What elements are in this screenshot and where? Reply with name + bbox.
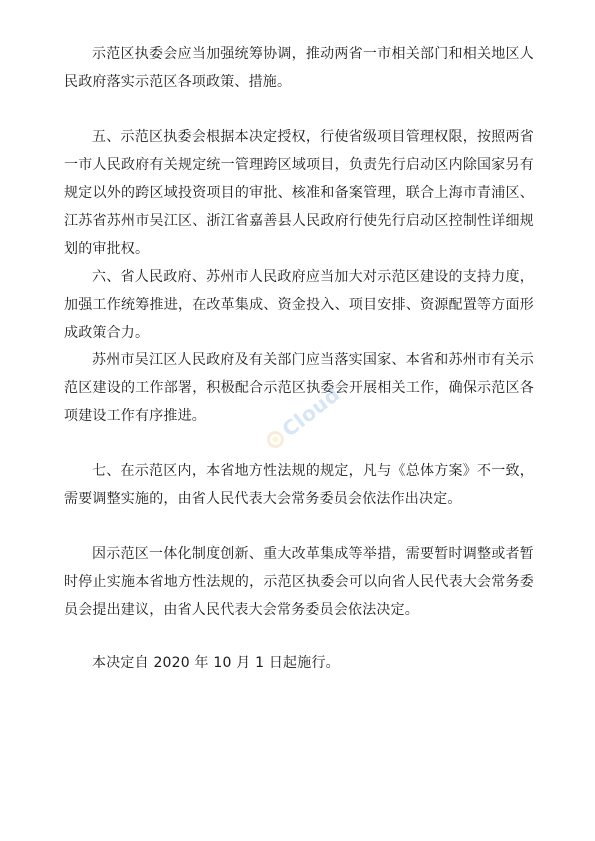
paragraph-item-6: 六、省人民政府、苏州市人民政府应当加大对示范区建设的支持力度，加强工作统筹推进，在改革集成、资金投入、项目安排、资源配置等方面形成政策合力。	[64, 269, 534, 341]
paragraph-wujiang: 苏州市吴江区人民政府及有关部门应当落实国家、本省和苏州市有关示范区建设的工作部署，积极配合示范区执委会开展相关工作，确保示范区各项建设工作有序推进。	[64, 352, 534, 424]
paragraph-adjustment: 因示范区一体化制度创新、重大改革集成等举措，需要暂时调整或者暂时停止实施本省地方性法规的，示范区执委会可以向省人民代表大会常务委员会提出建议，由省人民代表大会常务委员会依法决定。	[64, 546, 534, 618]
paragraph-effective-date: 本决定自 2020 年 10 月 1 日起施行。	[92, 655, 340, 671]
paragraph-item-5: 五、示范区执委会根据本决定授权，行使省级项目管理权限，按照两省一市人民政府有关规定统一管理跨区域项目，负责先行启动区内除国家另有规定以外的跨区域投资项目的审批、核准和备案管理，联合上海市青浦区、江苏省苏州市吴江区、浙江省嘉善县人民政府行使先行启动区控制性详细规划的审批权。	[64, 129, 534, 257]
watermark-text: Cloud	[277, 381, 345, 442]
paragraph-item-7: 七、在示范区内，本省地方性法规的规定，凡与《总体方案》不一致，需要调整实施的，由省人民代表大会常务委员会依法作出决定。	[64, 463, 534, 507]
paragraph-coordination: 示范区执委会应当加强统筹协调，推动两省一市相关部门和相关地区人民政府落实示范区各项政策、措施。	[64, 46, 534, 90]
